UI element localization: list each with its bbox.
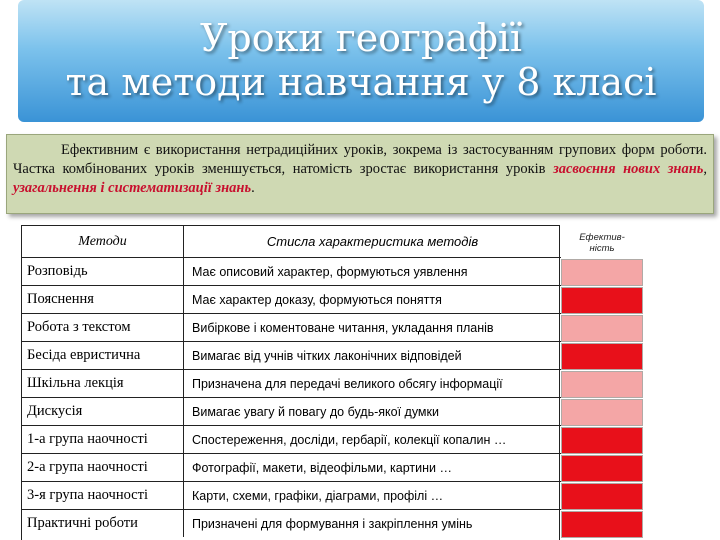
method-description: Карти, схеми, графіки, діаграми, профілі … bbox=[192, 488, 444, 503]
effectiveness-indicator bbox=[561, 343, 643, 370]
method-description: Спостереження, досліди, гербарії, колекції копалин … bbox=[192, 432, 507, 447]
intro-separator: , bbox=[703, 161, 708, 177]
method-description: Вимагає увагу й повагу до будь-якої думки bbox=[192, 404, 439, 419]
method-name: 1-а група наочності bbox=[22, 426, 184, 453]
table-row bbox=[22, 397, 561, 425]
effectiveness-indicator bbox=[561, 427, 643, 454]
method-name: Шкільна лекція bbox=[22, 370, 184, 397]
method-name: 3-я група наочності bbox=[22, 482, 184, 509]
effectiveness-indicator bbox=[561, 315, 643, 342]
intro-emphasis-new-knowledge: засвоєння нових знань bbox=[553, 161, 704, 177]
method-description: Має характер доказу, формуються поняття bbox=[192, 292, 442, 307]
effectiveness-header-line-2: ність bbox=[589, 243, 615, 254]
intro-text: Ефективним є використання нетрадиційних уроків, зокрема із застосуванням групових форм роботи. Частка комбінованих уроків зменшується, натомість зростає використання уроків bbox=[13, 142, 707, 177]
table-row bbox=[22, 453, 561, 481]
method-description: Призначені для формування і закріплення умінь bbox=[192, 516, 473, 531]
table-row bbox=[22, 341, 561, 369]
table-row bbox=[22, 313, 561, 341]
intro-end: . bbox=[251, 180, 255, 196]
method-name: Пояснення bbox=[22, 286, 184, 313]
effectiveness-indicator bbox=[561, 371, 643, 398]
method-name: Робота з текстом bbox=[22, 314, 184, 341]
method-name: Розповідь bbox=[22, 258, 184, 285]
effectiveness-header-line-1: Ефектив- bbox=[579, 232, 625, 243]
effectiveness-indicator bbox=[561, 399, 643, 426]
effectiveness-indicator bbox=[561, 259, 643, 286]
methods-table bbox=[21, 225, 560, 540]
table-row bbox=[22, 425, 561, 453]
method-description: Має описовий характер, формуються уявлення bbox=[192, 264, 468, 279]
table-row bbox=[22, 257, 561, 285]
table-row bbox=[22, 285, 561, 313]
method-name: Дискусія bbox=[22, 398, 184, 425]
header-methods: Методи bbox=[22, 226, 184, 257]
method-name: Практичні роботи bbox=[22, 510, 184, 537]
title-line-1: Уроки географії bbox=[199, 16, 523, 60]
intro-textbox bbox=[6, 134, 714, 214]
title-banner bbox=[18, 0, 704, 122]
table-row bbox=[22, 509, 561, 537]
effectiveness-indicator bbox=[561, 511, 643, 538]
effectiveness-indicator bbox=[561, 287, 643, 314]
title-line-2: та методи навчання у 8 класі bbox=[65, 60, 657, 104]
method-description: Фотографії, макети, відеофільми, картини … bbox=[192, 460, 452, 475]
method-description: Призначена для передачі великого обсягу інформації bbox=[192, 376, 503, 391]
method-name: 2-а група наочності bbox=[22, 454, 184, 481]
intro-emphasis-generalization: узагальнення і систематизації знань bbox=[13, 180, 252, 196]
table-row bbox=[22, 481, 561, 509]
method-description: Вимагає від учнів чітких лаконічних відповідей bbox=[192, 348, 462, 363]
table-row bbox=[22, 369, 561, 397]
header-description: Стисла характеристика методів bbox=[266, 234, 479, 249]
method-description: Вибіркове і коментоване читання, укладання планів bbox=[192, 320, 494, 335]
method-name: Бесіда евристична bbox=[22, 342, 184, 369]
table-header-row bbox=[22, 226, 561, 257]
effectiveness-indicator bbox=[561, 483, 643, 510]
effectiveness-indicator bbox=[561, 455, 643, 482]
effectiveness-column bbox=[558, 227, 646, 540]
effectiveness-header bbox=[558, 227, 646, 259]
